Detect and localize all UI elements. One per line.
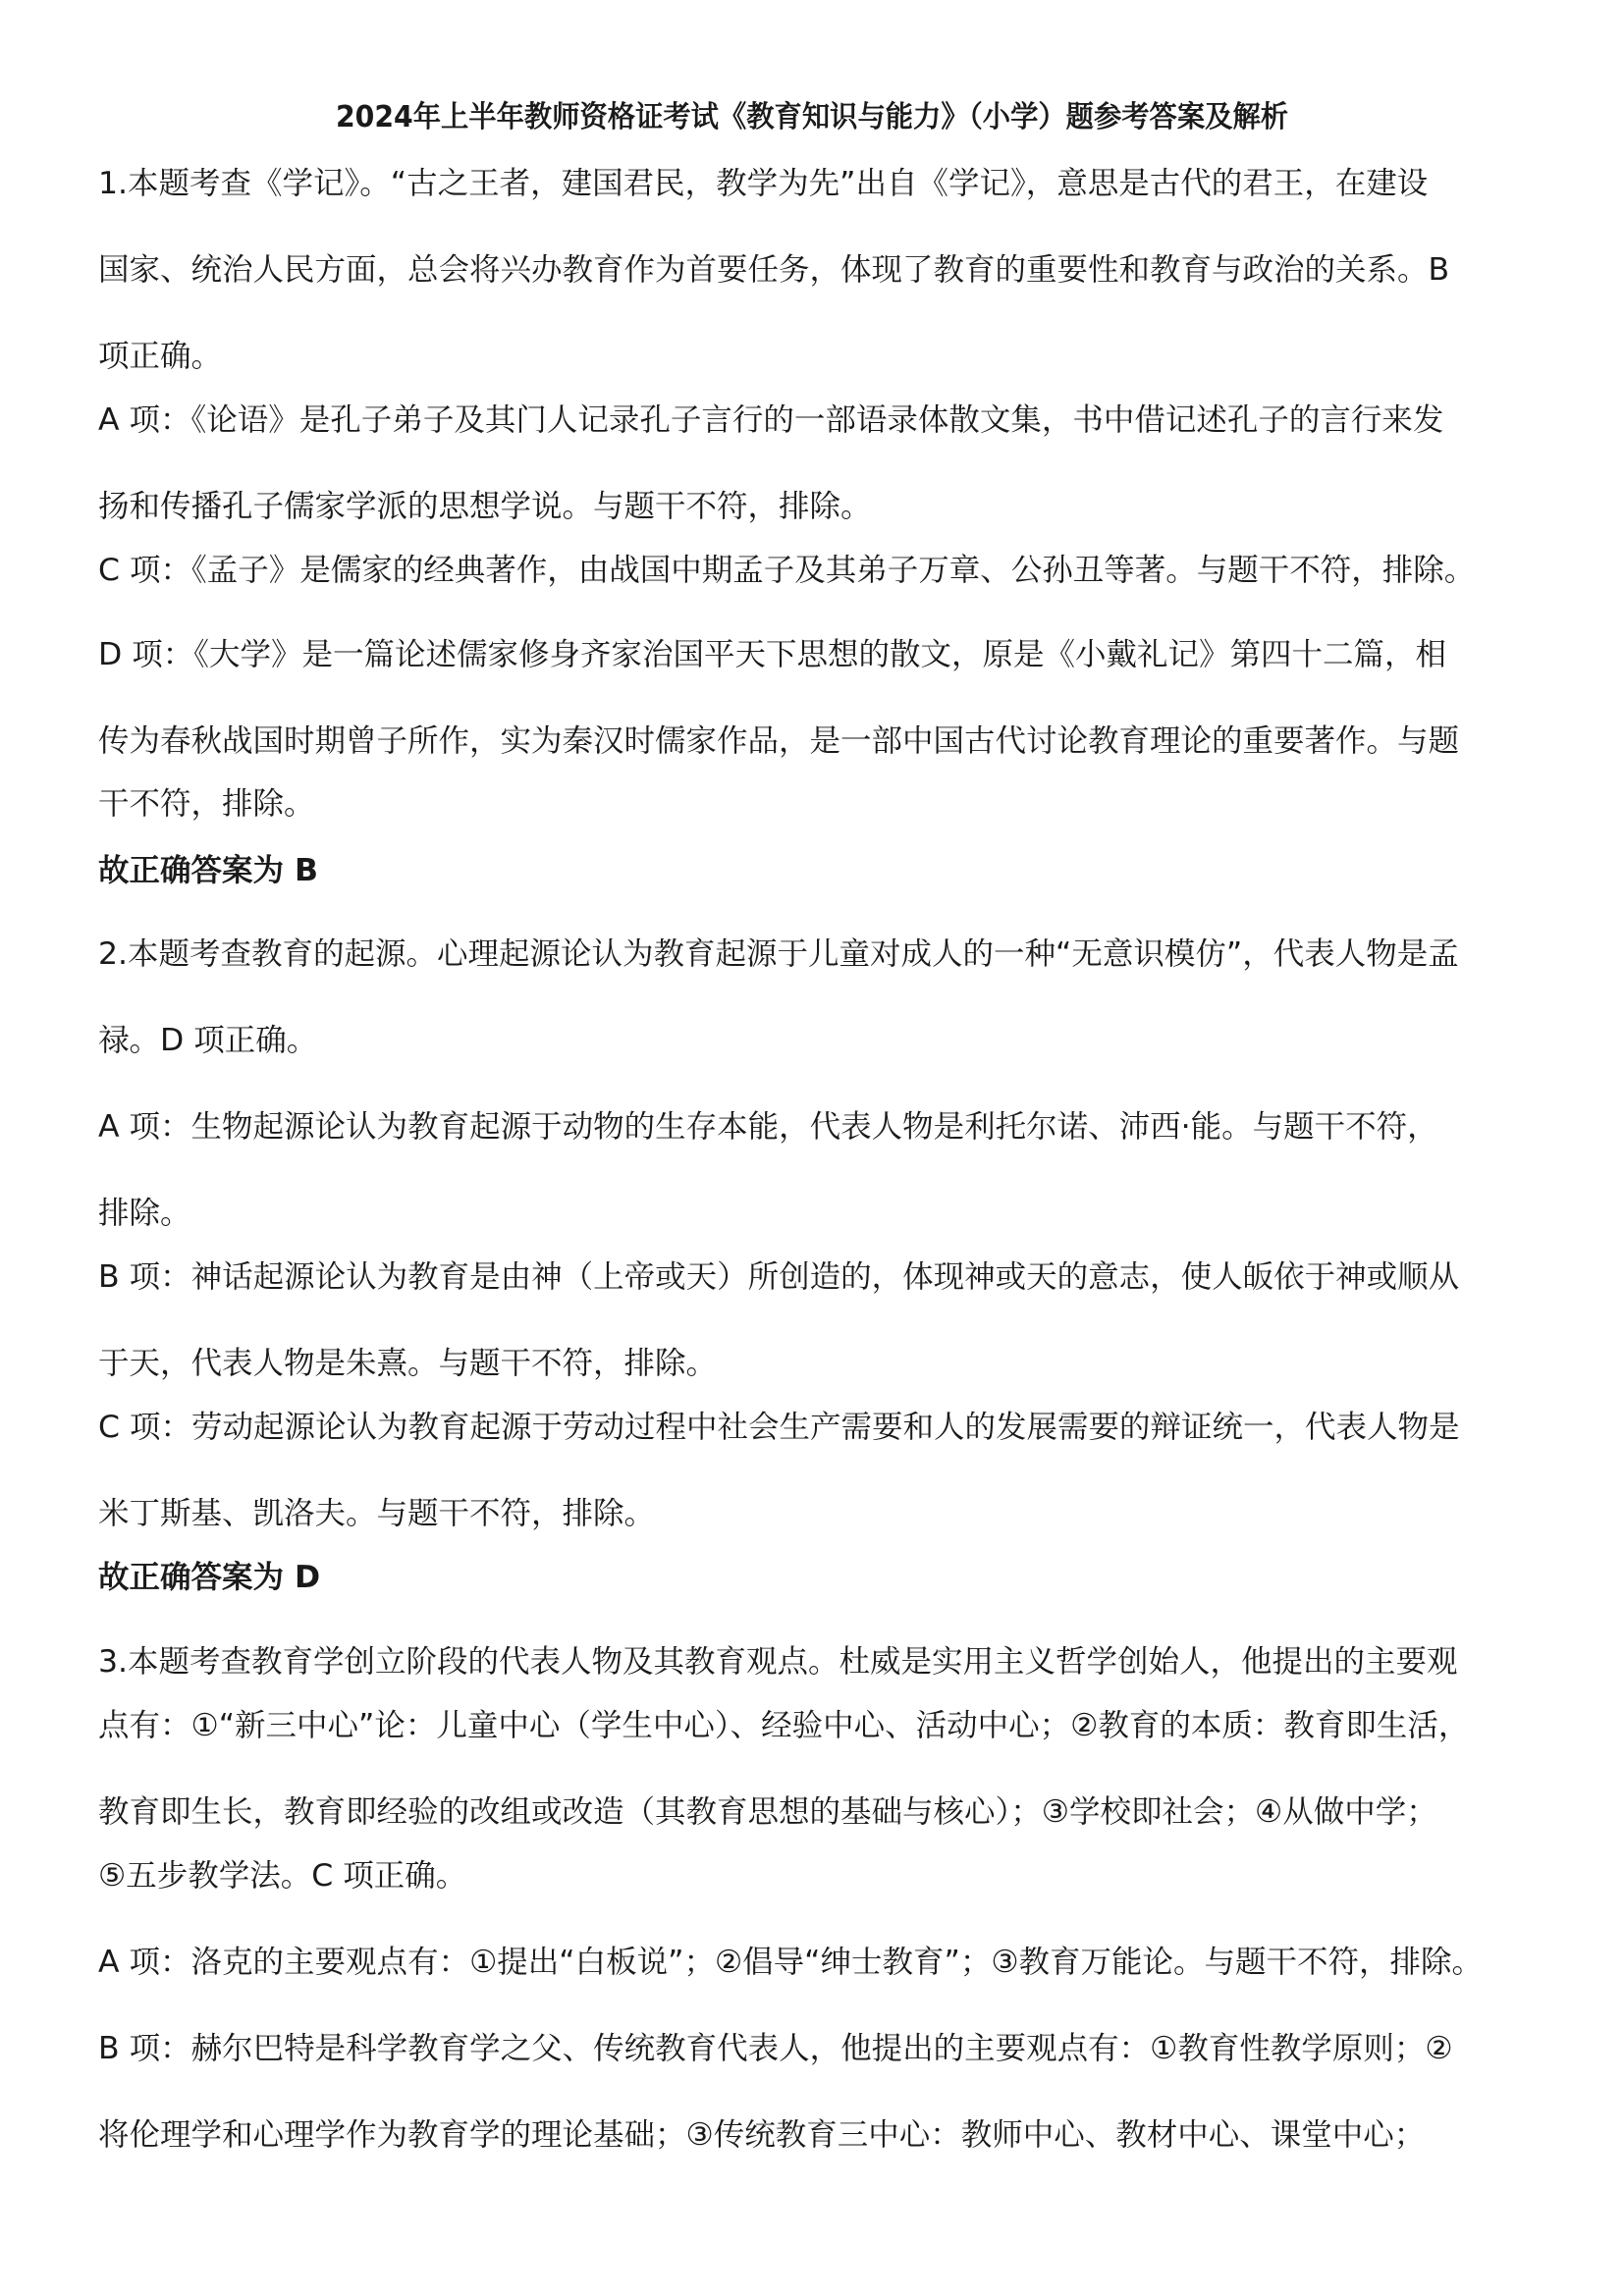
text-line: C 项：劳动起源论认为教育起源于劳动过程中社会生产需要和人的发展需要的辩证统一，代表人物是 [98,1410,1460,1445]
text-line: 将伦理学和心理学作为教育学的理论基础；③传统教育三中心：教师中心、教材中心、课堂中心； [98,2117,1426,2153]
text-line: 传为春秋战国时期曾子所作，实为秦汉时儒家作品，是一部中国古代讨论教育理论的重要著作。与题 [98,723,1460,759]
text-line: 点有：①“新三中心”论：儿童中心（学生中心）、经验中心、活动中心；②教育的本质：教育即生活， [98,1708,1470,1743]
text-line: 2.本题考查教育的起源。心理起源论认为教育起源于儿童对成人的一种“无意识模仿”，代表人物是孟 [98,936,1459,972]
text-line: B 项：赫尔巴特是科学教育学之父、传统教育代表人，他提出的主要观点有：①教育性教学原则；② [98,2031,1453,2066]
text-line: 教育即生长，教育即经验的改组或改造（其教育思想的基础与核心）；③学校即社会；④从做中学； [98,1794,1437,1830]
text-line: 国家、统治人民方面，总会将兴办教育作为首要任务，体现了教育的重要性和教育与政治的关系。B [98,252,1450,288]
text-line: 干不符，排除。 [98,786,315,822]
answer-line: 故正确答案为 D [98,1560,321,1595]
text-line: A 项：洛克的主要观点有：①提出“白板说”；②倡导“绅士教育”；③教育万能论。与题干不符，排除。 [98,1945,1484,1980]
text-line: 扬和传播孔子儒家学派的思想学说。与题干不符，排除。 [98,489,872,524]
text-line: C 项：《孟子》是儒家的经典著作，由战国中期孟子及其弟子万章、公孙丑等著。与题干不符，排除。 [98,553,1476,588]
answer-line: 故正确答案为 B [98,853,318,888]
text-line: 3.本题考查教育学创立阶段的代表人物及其教育观点。杜威是实用主义哲学创始人，他提出的主要观 [98,1644,1458,1680]
text-line: D 项：《大学》是一篇论述儒家修身齐家治国平天下思想的散文，原是《小戴礼记》第四十二篇，相 [98,637,1447,672]
document-title: 2024年上半年教师资格证考试《教育知识与能力》（小学）题参考答案及解析 [335,100,1289,134]
text-line: 于天，代表人物是朱熹。与题干不符，排除。 [98,1346,718,1381]
text-line: A 项：《论语》是孔子弟子及其门人记录孔子言行的一部语录体散文集，书中借记述孔子的言行来发 [98,402,1444,438]
text-line: ⑤五步教学法。C 项正确。 [98,1858,467,1894]
text-line: 禄。D 项正确。 [98,1023,318,1058]
text-line: 排除。 [98,1196,191,1231]
text-line: 1.本题考查《学记》。“古之王者，建国君民，教学为先”出自《学记》，意思是古代的君王，在建设 [98,166,1429,201]
text-line: 项正确。 [98,339,223,374]
text-line: A 项：生物起源论认为教育起源于动物的生存本能，代表人物是利托尔诺、沛西·能。与题干不符， [98,1109,1438,1145]
text-line: 米丁斯基、凯洛夫。与题干不符，排除。 [98,1496,656,1531]
text-line: B 项：神话起源论认为教育是由神（上帝或天）所创造的，体现神或天的意志，使人皈依于神或顺从 [98,1259,1460,1295]
